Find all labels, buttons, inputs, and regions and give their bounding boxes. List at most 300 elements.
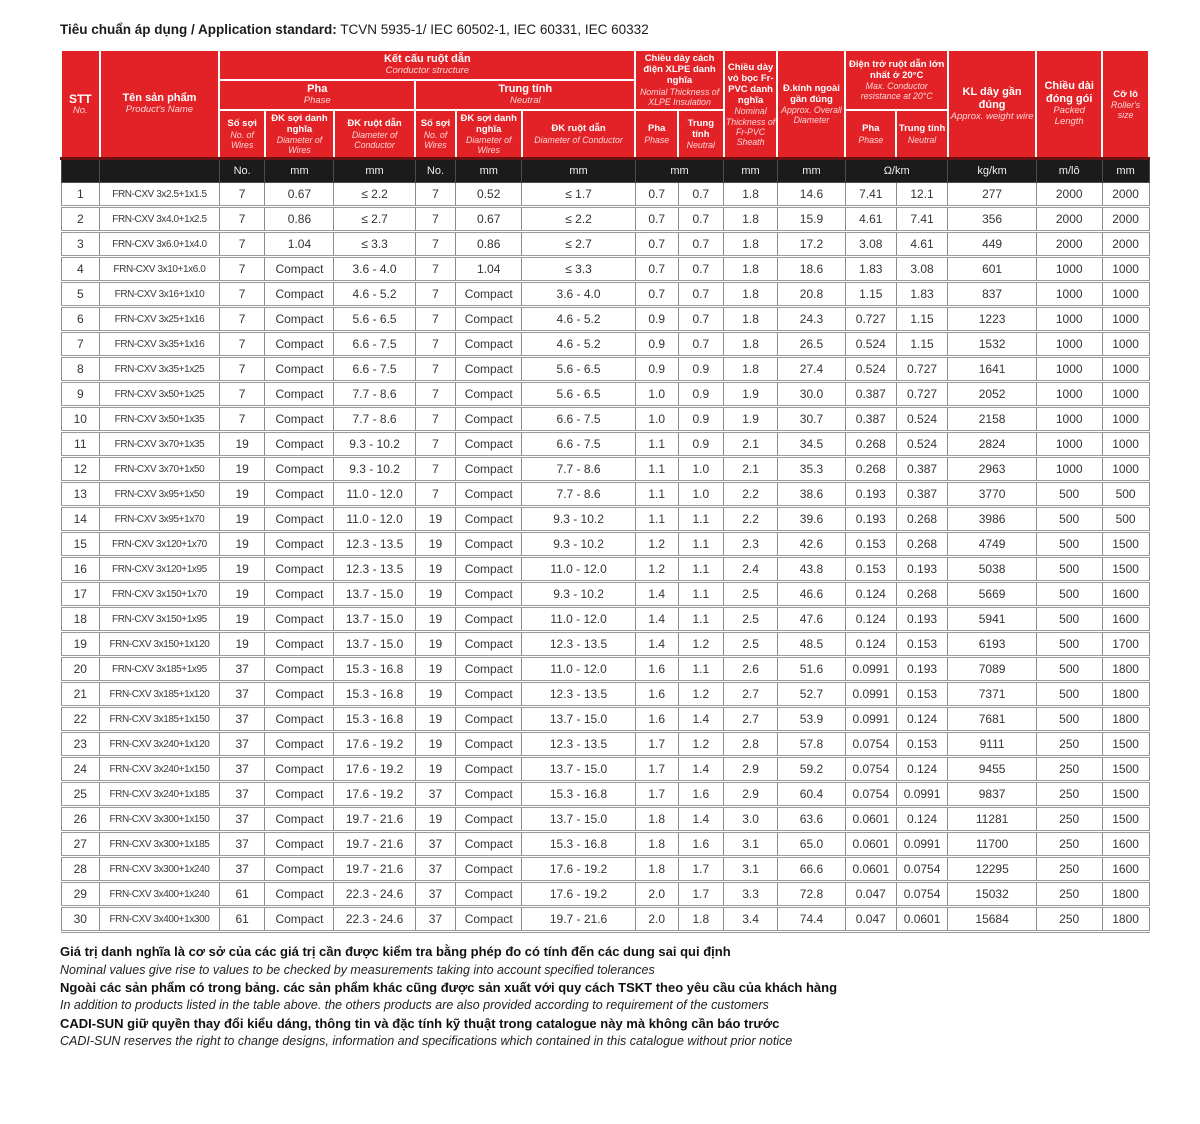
resistance-phase-cell: 1.83	[845, 257, 896, 282]
xlpe-thickness-neutral-cell: 1.1	[678, 507, 724, 532]
xlpe-thickness-neutral-cell: 0.9	[678, 357, 724, 382]
footnote-custom-products-vi: Ngoài các sản phẩm có trong bảng. các sản phẩm khác cũng được sản xuất với quy cách TSKT theo yêu cầu của khách hàng	[60, 980, 838, 996]
unit-weight: kg/km	[948, 159, 1036, 183]
footnote-tolerance-vi: Giá trị danh nghĩa là cơ sở của các giá trị cần được kiểm tra bằng phép đo có tính đến các dung sai qui định	[60, 944, 731, 960]
neutral-no-of-wires-cell: 37	[415, 882, 456, 907]
neutral-no-of-wires-cell: 19	[415, 607, 456, 632]
header-xlpe-phase: Pha Phase	[635, 110, 678, 159]
phase-no-of-wires-cell: 37	[219, 657, 265, 682]
unit-blank-name	[100, 159, 220, 183]
neutral-conductor-diameter-cell: 15.3 - 16.8	[522, 832, 636, 857]
xlpe-thickness-neutral-cell: 1.1	[678, 532, 724, 557]
stt-cell: 15	[61, 532, 100, 557]
phase-conductor-diameter-cell: 7.7 - 8.6	[334, 382, 415, 407]
table-row	[61, 732, 1149, 757]
approx-weight-cell: 1641	[948, 357, 1036, 382]
header-xlpe-thickness: Chiều dày cách điện XLPE danh nghĩa Nomial Thickness of XLPE Insulation	[635, 51, 723, 110]
neutral-no-of-wires-cell: 19	[415, 682, 456, 707]
phase-wire-diameter-cell: Compact	[265, 282, 334, 307]
phase-conductor-diameter-cell: 12.3 - 13.5	[334, 532, 415, 557]
resistance-neutral-cell: 0.727	[896, 382, 948, 407]
stt-cell: 24	[61, 757, 100, 782]
resistance-phase-cell: 0.124	[845, 582, 896, 607]
product-name-cell: FRN-CXV 3x10+1x6.0	[100, 257, 220, 282]
neutral-wire-diameter-cell: Compact	[456, 307, 522, 332]
overall-diameter-cell: 34.5	[777, 432, 845, 457]
resistance-neutral-cell: 0.268	[896, 582, 948, 607]
frpvc-thickness-cell: 1.8	[724, 207, 778, 232]
resistance-phase-cell: 0.0601	[845, 832, 896, 857]
resistance-phase-cell: 0.124	[845, 632, 896, 657]
phase-no-of-wires-cell: 19	[219, 482, 265, 507]
stt-cell: 21	[61, 682, 100, 707]
xlpe-thickness-neutral-cell: 1.2	[678, 682, 724, 707]
overall-diameter-cell: 18.6	[777, 257, 845, 282]
resistance-neutral-cell: 7.41	[896, 207, 948, 232]
overall-diameter-cell: 39.6	[777, 507, 845, 532]
resistance-neutral-cell: 0.0601	[896, 907, 948, 932]
overall-diameter-cell: 53.9	[777, 707, 845, 732]
table-row	[61, 882, 1149, 907]
xlpe-thickness-neutral-cell: 0.9	[678, 407, 724, 432]
resistance-phase-cell: 0.268	[845, 432, 896, 457]
resistance-phase-cell: 1.15	[845, 282, 896, 307]
resistance-neutral-cell: 0.268	[896, 507, 948, 532]
phase-conductor-diameter-cell: 4.6 - 5.2	[334, 282, 415, 307]
product-name-cell: FRN-CXV 3x95+1x70	[100, 507, 220, 532]
roller-size-cell: 500	[1102, 482, 1149, 507]
phase-no-of-wires-cell: 7	[219, 307, 265, 332]
resistance-phase-cell: 0.0601	[845, 807, 896, 832]
neutral-no-of-wires-cell: 19	[415, 757, 456, 782]
packed-length-cell: 500	[1036, 682, 1102, 707]
stt-cell: 28	[61, 857, 100, 882]
neutral-wire-diameter-cell: 1.04	[456, 257, 522, 282]
xlpe-thickness-neutral-cell: 0.7	[678, 282, 724, 307]
roller-size-cell: 1800	[1102, 682, 1149, 707]
frpvc-thickness-cell: 1.8	[724, 357, 778, 382]
stt-cell: 1	[61, 183, 100, 207]
xlpe-thickness-neutral-cell: 1.6	[678, 782, 724, 807]
frpvc-thickness-cell: 3.3	[724, 882, 778, 907]
neutral-no-of-wires-cell: 7	[415, 407, 456, 432]
neutral-wire-diameter-cell: Compact	[456, 382, 522, 407]
phase-wire-diameter-cell: Compact	[265, 632, 334, 657]
roller-size-cell: 2000	[1102, 183, 1149, 207]
phase-no-of-wires-cell: 7	[219, 332, 265, 357]
frpvc-thickness-cell: 2.9	[724, 782, 778, 807]
stt-cell: 6	[61, 307, 100, 332]
phase-no-of-wires-cell: 61	[219, 907, 265, 932]
neutral-conductor-diameter-cell: 12.3 - 13.5	[522, 682, 636, 707]
stt-cell: 18	[61, 607, 100, 632]
roller-size-cell: 1000	[1102, 357, 1149, 382]
phase-no-of-wires-cell: 37	[219, 782, 265, 807]
header-packed-length: Chiều dài đóng gói Packed Length	[1036, 51, 1102, 159]
resistance-phase-cell: 3.08	[845, 232, 896, 257]
resistance-neutral-cell: 0.524	[896, 432, 948, 457]
stt-cell: 22	[61, 707, 100, 732]
xlpe-thickness-phase-cell: 0.7	[635, 257, 678, 282]
phase-wire-diameter-cell: Compact	[265, 532, 334, 557]
phase-conductor-diameter-cell: ≤ 2.2	[334, 183, 415, 207]
xlpe-thickness-neutral-cell: 1.6	[678, 832, 724, 857]
unit-neutral-conductor-dia: mm	[522, 159, 636, 183]
neutral-conductor-diameter-cell: 6.6 - 7.5	[522, 407, 636, 432]
phase-conductor-diameter-cell: 15.3 - 16.8	[334, 682, 415, 707]
packed-length-cell: 1000	[1036, 407, 1102, 432]
frpvc-thickness-cell: 3.1	[724, 832, 778, 857]
xlpe-thickness-neutral-cell: 1.1	[678, 582, 724, 607]
phase-wire-diameter-cell: Compact	[265, 607, 334, 632]
phase-wire-diameter-cell: Compact	[265, 857, 334, 882]
resistance-phase-cell: 7.41	[845, 183, 896, 207]
neutral-conductor-diameter-cell: 17.6 - 19.2	[522, 857, 636, 882]
stt-cell: 5	[61, 282, 100, 307]
stt-cell: 23	[61, 732, 100, 757]
table-row	[61, 682, 1149, 707]
neutral-wire-diameter-cell: 0.86	[456, 232, 522, 257]
neutral-no-of-wires-cell: 7	[415, 357, 456, 382]
overall-diameter-cell: 47.6	[777, 607, 845, 632]
frpvc-thickness-cell: 2.6	[724, 657, 778, 682]
resistance-neutral-cell: 0.268	[896, 532, 948, 557]
neutral-wire-diameter-cell: Compact	[456, 657, 522, 682]
xlpe-thickness-phase-cell: 1.1	[635, 482, 678, 507]
table-row	[61, 357, 1149, 382]
roller-size-cell: 1500	[1102, 807, 1149, 832]
resistance-phase-cell: 0.387	[845, 407, 896, 432]
packed-length-cell: 250	[1036, 882, 1102, 907]
frpvc-thickness-cell: 2.7	[724, 682, 778, 707]
packed-length-cell: 500	[1036, 632, 1102, 657]
neutral-no-of-wires-cell: 7	[415, 207, 456, 232]
neutral-conductor-diameter-cell: 9.3 - 10.2	[522, 507, 636, 532]
product-name-cell: FRN-CXV 3x240+1x150	[100, 757, 220, 782]
header-neutral-wire-diameter: ĐK sợi danh nghĩa Diameter of Wires	[456, 110, 522, 159]
neutral-wire-diameter-cell: Compact	[456, 832, 522, 857]
approx-weight-cell: 1532	[948, 332, 1036, 357]
approx-weight-cell: 837	[948, 282, 1036, 307]
phase-wire-diameter-cell: 1.04	[265, 232, 334, 257]
overall-diameter-cell: 51.6	[777, 657, 845, 682]
neutral-conductor-diameter-cell: 9.3 - 10.2	[522, 532, 636, 557]
stt-cell: 11	[61, 432, 100, 457]
approx-weight-cell: 9837	[948, 782, 1036, 807]
roller-size-cell: 500	[1102, 507, 1149, 532]
resistance-neutral-cell: 0.0754	[896, 857, 948, 882]
header-phase-wire-diameter: ĐK sợi danh nghĩa Diameter of Wires	[265, 110, 334, 159]
overall-diameter-cell: 65.0	[777, 832, 845, 857]
table-row	[61, 757, 1149, 782]
approx-weight-cell: 15684	[948, 907, 1036, 932]
phase-wire-diameter-cell: Compact	[265, 457, 334, 482]
packed-length-cell: 250	[1036, 732, 1102, 757]
unit-phase-conductor-dia: mm	[334, 159, 415, 183]
unit-roller-size: mm	[1102, 159, 1149, 183]
product-name-cell: FRN-CXV 3x35+1x25	[100, 357, 220, 382]
packed-length-cell: 2000	[1036, 207, 1102, 232]
phase-no-of-wires-cell: 7	[219, 232, 265, 257]
approx-weight-cell: 7681	[948, 707, 1036, 732]
footnote-rights-vi: CADI-SUN giữ quyền thay đổi kiểu dáng, thông tin và đặc tính kỹ thuật trong catalogue này mà không cần báo trước	[60, 1015, 780, 1031]
product-name-cell: FRN-CXV 3x35+1x16	[100, 332, 220, 357]
frpvc-thickness-cell: 2.5	[724, 582, 778, 607]
packed-length-cell: 500	[1036, 707, 1102, 732]
resistance-neutral-cell: 0.0754	[896, 882, 948, 907]
neutral-wire-diameter-cell: Compact	[456, 682, 522, 707]
phase-conductor-diameter-cell: 15.3 - 16.8	[334, 657, 415, 682]
neutral-conductor-diameter-cell: ≤ 1.7	[522, 183, 636, 207]
neutral-conductor-diameter-cell: 13.7 - 15.0	[522, 807, 636, 832]
phase-wire-diameter-cell: Compact	[265, 482, 334, 507]
neutral-no-of-wires-cell: 7	[415, 457, 456, 482]
resistance-phase-cell: 0.0601	[845, 857, 896, 882]
resistance-phase-cell: 0.727	[845, 307, 896, 332]
roller-size-cell: 1600	[1102, 607, 1149, 632]
phase-no-of-wires-cell: 37	[219, 682, 265, 707]
phase-conductor-diameter-cell: 9.3 - 10.2	[334, 457, 415, 482]
xlpe-thickness-neutral-cell: 0.9	[678, 382, 724, 407]
product-name-cell: FRN-CXV 3x95+1x50	[100, 482, 220, 507]
neutral-conductor-diameter-cell: 5.6 - 6.5	[522, 357, 636, 382]
roller-size-cell: 1000	[1102, 257, 1149, 282]
phase-wire-diameter-cell: Compact	[265, 407, 334, 432]
header-frpvc-thickness: Chiều dày vỏ bọc Fr-PVC danh nghĩa Nominal Thickness of Fr-PVC Sheath	[724, 51, 778, 159]
table-row	[61, 332, 1149, 357]
header-product-name: Tên sản phẩm Product's Name	[100, 51, 220, 159]
neutral-no-of-wires-cell: 19	[415, 807, 456, 832]
resistance-neutral-cell: 0.0991	[896, 782, 948, 807]
approx-weight-cell: 4749	[948, 532, 1036, 557]
neutral-wire-diameter-cell: Compact	[456, 882, 522, 907]
neutral-conductor-diameter-cell: 7.7 - 8.6	[522, 482, 636, 507]
overall-diameter-cell: 66.6	[777, 857, 845, 882]
packed-length-cell: 250	[1036, 807, 1102, 832]
unit-overall-dia: mm	[777, 159, 845, 183]
xlpe-thickness-phase-cell: 1.6	[635, 682, 678, 707]
phase-wire-diameter-cell: Compact	[265, 507, 334, 532]
header-xlpe-neutral: Trung tính Neutral	[678, 110, 724, 159]
product-name-cell: FRN-CXV 3x400+1x300	[100, 907, 220, 932]
stt-cell: 27	[61, 832, 100, 857]
approx-weight-cell: 601	[948, 257, 1036, 282]
resistance-phase-cell: 0.0754	[845, 782, 896, 807]
phase-conductor-diameter-cell: 13.7 - 15.0	[334, 632, 415, 657]
header-phase-no-of-wires: Số sợi No. of Wires	[219, 110, 265, 159]
product-name-cell: FRN-CXV 3x120+1x70	[100, 532, 220, 557]
packed-length-cell: 500	[1036, 557, 1102, 582]
packed-length-cell: 500	[1036, 482, 1102, 507]
approx-weight-cell: 6193	[948, 632, 1036, 657]
xlpe-thickness-phase-cell: 1.6	[635, 657, 678, 682]
resistance-phase-cell: 0.0754	[845, 732, 896, 757]
neutral-wire-diameter-cell: Compact	[456, 532, 522, 557]
phase-conductor-diameter-cell: 11.0 - 12.0	[334, 482, 415, 507]
phase-no-of-wires-cell: 37	[219, 732, 265, 757]
neutral-no-of-wires-cell: 37	[415, 907, 456, 932]
phase-wire-diameter-cell: Compact	[265, 257, 334, 282]
phase-no-of-wires-cell: 7	[219, 282, 265, 307]
neutral-wire-diameter-cell: Compact	[456, 907, 522, 932]
neutral-wire-diameter-cell: Compact	[456, 782, 522, 807]
table-row	[61, 407, 1149, 432]
footnote-rights-en: CADI-SUN reserves the right to change designs, information and specifications which contained in this catalogue without prior notice	[60, 1033, 793, 1048]
xlpe-thickness-phase-cell: 2.0	[635, 907, 678, 932]
frpvc-thickness-cell: 2.1	[724, 457, 778, 482]
neutral-conductor-diameter-cell: 15.3 - 16.8	[522, 782, 636, 807]
approx-weight-cell: 2963	[948, 457, 1036, 482]
packed-length-cell: 1000	[1036, 432, 1102, 457]
product-name-cell: FRN-CXV 3x50+1x25	[100, 382, 220, 407]
phase-wire-diameter-cell: Compact	[265, 332, 334, 357]
neutral-wire-diameter-cell: Compact	[456, 757, 522, 782]
phase-conductor-diameter-cell: 3.6 - 4.0	[334, 257, 415, 282]
neutral-no-of-wires-cell: 37	[415, 782, 456, 807]
stt-cell: 3	[61, 232, 100, 257]
header-neutral-group: Trung tính Neutral	[415, 80, 635, 110]
overall-diameter-cell: 42.6	[777, 532, 845, 557]
product-name-cell: FRN-CXV 3x300+1x185	[100, 832, 220, 857]
neutral-conductor-diameter-cell: ≤ 2.7	[522, 232, 636, 257]
phase-no-of-wires-cell: 19	[219, 607, 265, 632]
product-name-cell: FRN-CXV 3x70+1x50	[100, 457, 220, 482]
resistance-neutral-cell: 4.61	[896, 232, 948, 257]
approx-weight-cell: 11700	[948, 832, 1036, 857]
neutral-wire-diameter-cell: Compact	[456, 732, 522, 757]
frpvc-thickness-cell: 2.2	[724, 507, 778, 532]
stt-cell: 25	[61, 782, 100, 807]
phase-wire-diameter-cell: Compact	[265, 682, 334, 707]
packed-length-cell: 500	[1036, 607, 1102, 632]
xlpe-thickness-neutral-cell: 0.7	[678, 257, 724, 282]
phase-no-of-wires-cell: 19	[219, 632, 265, 657]
table-row	[61, 282, 1149, 307]
phase-no-of-wires-cell: 19	[219, 582, 265, 607]
xlpe-thickness-phase-cell: 1.4	[635, 582, 678, 607]
phase-conductor-diameter-cell: 12.3 - 13.5	[334, 557, 415, 582]
table-row	[61, 382, 1149, 407]
overall-diameter-cell: 48.5	[777, 632, 845, 657]
table-row	[61, 632, 1149, 657]
neutral-conductor-diameter-cell: 11.0 - 12.0	[522, 657, 636, 682]
phase-conductor-diameter-cell: 19.7 - 21.6	[334, 832, 415, 857]
xlpe-thickness-phase-cell: 0.7	[635, 282, 678, 307]
phase-wire-diameter-cell: Compact	[265, 582, 334, 607]
xlpe-thickness-phase-cell: 0.7	[635, 232, 678, 257]
phase-no-of-wires-cell: 37	[219, 832, 265, 857]
product-name-cell: FRN-CXV 3x25+1x16	[100, 307, 220, 332]
xlpe-thickness-phase-cell: 1.7	[635, 732, 678, 757]
neutral-conductor-diameter-cell: 12.3 - 13.5	[522, 632, 636, 657]
neutral-no-of-wires-cell: 37	[415, 832, 456, 857]
approx-weight-cell: 5941	[948, 607, 1036, 632]
phase-conductor-diameter-cell: 19.7 - 21.6	[334, 857, 415, 882]
xlpe-thickness-phase-cell: 1.1	[635, 457, 678, 482]
xlpe-thickness-phase-cell: 0.9	[635, 307, 678, 332]
overall-diameter-cell: 72.8	[777, 882, 845, 907]
xlpe-thickness-phase-cell: 1.0	[635, 407, 678, 432]
neutral-conductor-diameter-cell: 11.0 - 12.0	[522, 557, 636, 582]
xlpe-thickness-neutral-cell: 1.1	[678, 557, 724, 582]
approx-weight-cell: 7371	[948, 682, 1036, 707]
header-overall-diameter: Đ.kính ngoài gần đúng Approx. Overall Diameter	[777, 51, 845, 159]
header-neutral-conductor-diameter: ĐK ruột dẫn Diameter of Conductor	[522, 110, 636, 159]
neutral-no-of-wires-cell: 37	[415, 857, 456, 882]
neutral-no-of-wires-cell: 19	[415, 557, 456, 582]
approx-weight-cell: 11281	[948, 807, 1036, 832]
roller-size-cell: 1500	[1102, 532, 1149, 557]
phase-no-of-wires-cell: 19	[219, 557, 265, 582]
neutral-no-of-wires-cell: 19	[415, 732, 456, 757]
phase-no-of-wires-cell: 7	[219, 183, 265, 207]
resistance-neutral-cell: 0.524	[896, 407, 948, 432]
neutral-wire-diameter-cell: Compact	[456, 607, 522, 632]
resistance-neutral-cell: 0.387	[896, 482, 948, 507]
overall-diameter-cell: 63.6	[777, 807, 845, 832]
resistance-neutral-cell: 0.124	[896, 707, 948, 732]
neutral-conductor-diameter-cell: 3.6 - 4.0	[522, 282, 636, 307]
phase-conductor-diameter-cell: ≤ 3.3	[334, 232, 415, 257]
roller-size-cell: 1000	[1102, 407, 1149, 432]
frpvc-thickness-cell: 1.9	[724, 407, 778, 432]
resistance-neutral-cell: 0.124	[896, 757, 948, 782]
neutral-wire-diameter-cell: Compact	[456, 632, 522, 657]
product-name-cell: FRN-CXV 3x6.0+1x4.0	[100, 232, 220, 257]
xlpe-thickness-neutral-cell: 1.0	[678, 482, 724, 507]
unit-packed-length: m/lô	[1036, 159, 1102, 183]
product-name-cell: FRN-CXV 3x16+1x10	[100, 282, 220, 307]
xlpe-thickness-neutral-cell: 0.7	[678, 307, 724, 332]
neutral-conductor-diameter-cell: 4.6 - 5.2	[522, 307, 636, 332]
resistance-phase-cell: 0.047	[845, 882, 896, 907]
resistance-phase-cell: 0.0991	[845, 707, 896, 732]
neutral-conductor-diameter-cell: 9.3 - 10.2	[522, 582, 636, 607]
table-row	[61, 307, 1149, 332]
phase-conductor-diameter-cell: 7.7 - 8.6	[334, 407, 415, 432]
table-row	[61, 782, 1149, 807]
phase-conductor-diameter-cell: 13.7 - 15.0	[334, 607, 415, 632]
neutral-no-of-wires-cell: 7	[415, 307, 456, 332]
neutral-no-of-wires-cell: 19	[415, 507, 456, 532]
xlpe-thickness-phase-cell: 1.7	[635, 782, 678, 807]
phase-conductor-diameter-cell: 17.6 - 19.2	[334, 757, 415, 782]
neutral-conductor-diameter-cell: 5.6 - 6.5	[522, 382, 636, 407]
footnote-tolerance-en: Nominal values give rise to values to be checked by measurements taking into account specified tolerances	[60, 962, 655, 977]
phase-no-of-wires-cell: 61	[219, 882, 265, 907]
xlpe-thickness-phase-cell: 0.9	[635, 357, 678, 382]
neutral-conductor-diameter-cell: 12.3 - 13.5	[522, 732, 636, 757]
frpvc-thickness-cell: 2.3	[724, 532, 778, 557]
phase-wire-diameter-cell: Compact	[265, 907, 334, 932]
neutral-wire-diameter-cell: Compact	[456, 332, 522, 357]
table-row	[61, 482, 1149, 507]
overall-diameter-cell: 24.3	[777, 307, 845, 332]
table-row	[61, 507, 1149, 532]
xlpe-thickness-neutral-cell: 1.7	[678, 882, 724, 907]
overall-diameter-cell: 30.0	[777, 382, 845, 407]
table-row	[61, 907, 1149, 932]
product-name-cell: FRN-CXV 3x240+1x120	[100, 732, 220, 757]
table-row	[61, 607, 1149, 632]
stt-cell: 26	[61, 807, 100, 832]
table-row	[61, 582, 1149, 607]
neutral-no-of-wires-cell: 7	[415, 482, 456, 507]
phase-wire-diameter-cell: 0.86	[265, 207, 334, 232]
roller-size-cell: 1000	[1102, 432, 1149, 457]
application-standard-value: TCVN 5935-1/ IEC 60502-1, IEC 60331, IEC 60332	[336, 22, 649, 37]
xlpe-thickness-neutral-cell: 1.2	[678, 632, 724, 657]
